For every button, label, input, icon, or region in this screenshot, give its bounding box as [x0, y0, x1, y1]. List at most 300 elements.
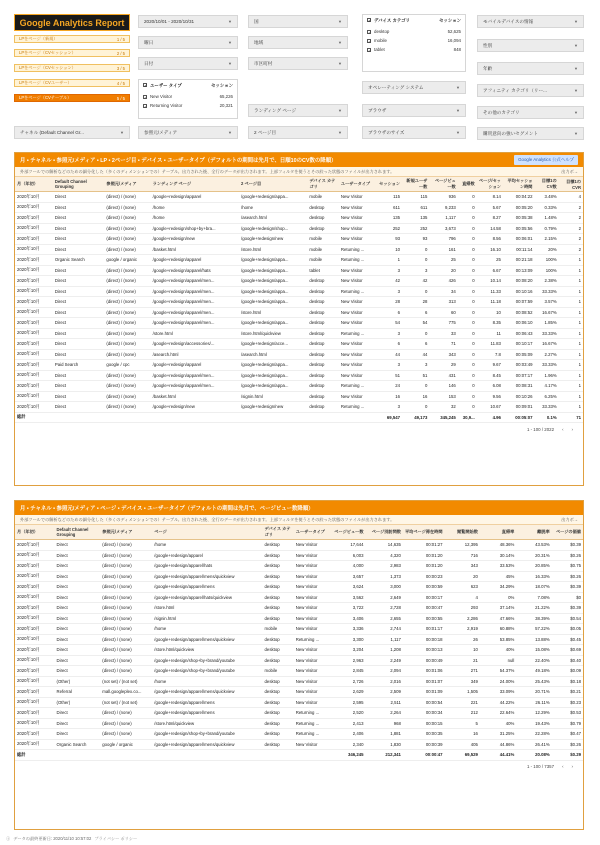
table-cell: desktop — [263, 739, 294, 750]
nav-label: LPをページ（CVユーザー） — [19, 80, 72, 85]
table-cell: desktop — [307, 381, 339, 392]
table-cell: 40% — [480, 718, 516, 729]
checkbox-icon[interactable]: ✓ — [144, 83, 148, 88]
table-cell: desktop — [263, 550, 294, 561]
table-cell: desktop — [307, 339, 339, 350]
user-type-metric: セッション — [211, 83, 233, 88]
table-cell: desktop — [263, 697, 294, 708]
table1-panel — [14, 152, 584, 486]
table-cell: 51 — [402, 370, 429, 381]
help-link-button[interactable]: Google Analytics 公式ヘルプ — [514, 155, 578, 165]
table-cell: 2,655 — [366, 613, 403, 624]
table-cell: $0.09 — [552, 666, 583, 677]
column-header[interactable]: 参照元/メディア — [100, 525, 152, 540]
table-cell: /google+redesign/apparel/mens/quickview — [152, 687, 262, 698]
table-cell: 2020年10月 — [15, 328, 53, 339]
table-cell: 25 — [477, 255, 503, 266]
checkbox-icon[interactable]: ✓ — [368, 47, 372, 53]
table-cell: New Visitor — [339, 307, 374, 318]
total-cell — [339, 412, 374, 423]
table-cell: New Visitor — [339, 276, 374, 287]
table-cell: 0.79% — [535, 223, 559, 234]
table-cell: (direct) / (none) — [100, 729, 152, 740]
table-cell: 28 — [374, 297, 402, 308]
table-cell: 3,406 — [328, 613, 365, 624]
table-cell: 0 — [458, 234, 477, 245]
table-cell: 10.14 — [477, 276, 503, 287]
table-cell: Direct — [55, 582, 101, 593]
table-cell: 19.43% — [516, 718, 551, 729]
table-cell: 6,003 — [328, 550, 365, 561]
table-cell: /google+redesign/apparel/mens — [152, 697, 262, 708]
column-header[interactable]: 目標1のCVR — [559, 177, 583, 192]
table-cell: Returning ... — [294, 729, 328, 740]
table-cell: (direct) / (none) — [104, 223, 150, 234]
table-cell: /google+redesign/new — [239, 234, 307, 245]
column-header[interactable]: ページ別訪問数 — [366, 525, 403, 540]
user-type-option[interactable] — [143, 92, 233, 101]
table-cell: 10 — [477, 307, 503, 318]
table-cell: New Visitor — [294, 645, 328, 656]
chevron-left-icon[interactable]: ‹ — [562, 426, 564, 432]
table-cell: 00:00:54 — [403, 697, 445, 708]
table-cell: desktop — [307, 328, 339, 339]
nav-label: LPをページ（CVセッション） — [19, 65, 76, 70]
table-cell: 22.64% — [480, 708, 516, 719]
channel-filter[interactable] — [14, 126, 130, 139]
table-cell: 3,562 — [328, 592, 365, 603]
table-cell: 0 — [458, 202, 477, 213]
table-cell: 2 — [559, 244, 583, 255]
table-cell: Returning ... — [294, 634, 328, 645]
table-cell: 6 — [374, 339, 402, 350]
nav-page-3-button[interactable] — [14, 64, 130, 72]
table-cell: 2020年10月 — [15, 655, 55, 666]
mobile-info-filter[interactable] — [477, 15, 584, 28]
table-cell: 00:00:34 — [403, 708, 445, 719]
table-cell: desktop — [263, 708, 294, 719]
table-cell: 2,983 — [366, 561, 403, 572]
table-cell: 00:00:13 — [403, 645, 445, 656]
day-filter[interactable] — [138, 57, 238, 70]
table-cell: google / cpc — [104, 360, 150, 371]
table-cell: 0 — [458, 276, 477, 287]
table-cell: 1 — [559, 255, 583, 266]
nav-page-5-button[interactable] — [14, 94, 130, 102]
column-header[interactable]: 平均ページ滞在時間 — [403, 525, 445, 540]
table-cell: 10 — [374, 244, 402, 255]
table-cell: desktop — [263, 645, 294, 656]
table-row — [15, 318, 583, 329]
table-cell: 2,744 — [366, 624, 403, 635]
chevron-right-icon[interactable]: › — [571, 764, 573, 769]
checkbox-icon[interactable]: ✓ — [368, 29, 372, 35]
table-cell: /google+redesign/apparel/men... — [151, 381, 239, 392]
table-cell: 00:00:35 — [403, 729, 445, 740]
checkbox-icon[interactable]: ✓ — [144, 94, 148, 100]
table-cell: 2020年10月 — [15, 645, 55, 656]
table-row — [15, 645, 583, 656]
table-cell: 2 — [559, 213, 583, 224]
table-cell: /google+redesign/new — [151, 234, 239, 245]
table-cell: /google+redesign/apparel/mens — [152, 708, 262, 719]
column-header[interactable]: 閲覧開始数 — [445, 525, 480, 540]
table2-header-row — [15, 525, 583, 540]
channel-filter-label: チャネル (Default Channel Gr... — [20, 129, 84, 135]
export-button[interactable]: 出力ボ→ — [561, 516, 578, 522]
table-cell: 10 — [445, 645, 480, 656]
table-cell: 0 — [402, 255, 429, 266]
gender-filter-label: 性別 — [483, 42, 493, 48]
table-cell: 968 — [366, 718, 403, 729]
column-header[interactable]: 目標1のCV数 — [535, 177, 559, 192]
user-type-option[interactable] — [143, 101, 233, 110]
second-page-filter-label: 2 ページ目 — [254, 129, 277, 135]
table-cell: Direct — [55, 613, 101, 624]
table-row — [15, 391, 583, 402]
table-cell: /google+redesign/appa... — [239, 318, 307, 329]
table-cell: /google+redesign/apparel — [152, 550, 262, 561]
total-cell: 71 — [559, 412, 583, 423]
column-header[interactable]: ページの価値 — [552, 525, 583, 540]
second-page-filter[interactable] — [248, 126, 348, 139]
chevron-right-icon[interactable]: › — [571, 426, 573, 432]
table-cell: 343 — [445, 561, 480, 572]
date-range-value: 2020/10/01 - 2020/10/31 — [144, 19, 195, 24]
table-cell: Direct — [53, 192, 105, 203]
table-cell: 2020年10月 — [15, 202, 53, 213]
table-cell: Direct — [53, 391, 105, 402]
table-cell: 26.11% — [516, 697, 551, 708]
option-value: 65,226 — [219, 94, 233, 99]
table-row — [15, 592, 583, 603]
table-cell: 2,413 — [328, 718, 365, 729]
table-cell: (not set) / (not set) — [100, 697, 152, 708]
total-cell: 20.08% — [516, 750, 551, 761]
table-cell: $0.40 — [552, 655, 583, 666]
table-cell: 2020年10月 — [15, 265, 53, 276]
chevron-left-icon[interactable]: ‹ — [562, 764, 564, 769]
table-cell: null — [480, 655, 516, 666]
table-cell: 16.67% — [535, 339, 559, 350]
table-cell: 2020年10月 — [15, 234, 53, 245]
table-cell: New Visitor — [339, 360, 374, 371]
table-cell: 00:00:47 — [403, 603, 445, 614]
table-cell: desktop — [307, 297, 339, 308]
os-filter[interactable] — [362, 81, 466, 94]
table-cell: /google+redesign/appa... — [239, 297, 307, 308]
checkbox-icon[interactable]: ✓ — [144, 103, 148, 109]
total-cell — [239, 412, 307, 423]
column-header[interactable]: ランディング ページ — [151, 177, 239, 192]
table-cell: 1,881 — [366, 729, 403, 740]
table-cell: 1 — [559, 349, 583, 360]
table-cell: 1 — [559, 318, 583, 329]
table-cell: 2020年10月 — [15, 603, 55, 614]
table-cell: Direct — [55, 603, 101, 614]
table-row — [15, 634, 583, 645]
table-cell: /store.html — [239, 307, 307, 318]
table-cell: (direct) / (none) — [100, 592, 152, 603]
landing-page-filter[interactable] — [248, 104, 348, 117]
table-cell: Returning ... — [339, 402, 374, 413]
table-cell: Returning ... — [339, 244, 374, 255]
city-filter-label: 市区町村 — [254, 60, 273, 66]
table-cell: /google+redesign/apparel/hats/quickview — [152, 592, 262, 603]
column-header[interactable]: セッション — [374, 177, 402, 192]
table-cell: (direct) / (none) — [104, 307, 150, 318]
table-cell: 3,300 — [328, 634, 365, 645]
nav-page-1-button[interactable] — [14, 35, 130, 43]
table-cell: 48.36% — [480, 540, 516, 551]
table-cell: New Visitor — [294, 582, 328, 593]
table-cell: 53.85% — [480, 634, 516, 645]
table-cell: 6.08 — [477, 381, 503, 392]
column-header[interactable]: デバイス カテゴリ — [307, 177, 339, 192]
total-cell — [100, 750, 152, 761]
table-cell: 16 — [374, 391, 402, 402]
column-header[interactable]: ページビュー数 — [429, 177, 457, 192]
table-row — [15, 223, 583, 234]
region-filter[interactable] — [248, 36, 348, 49]
total-cell: 総計 — [15, 750, 55, 761]
table-cell: 313 — [429, 297, 457, 308]
table-cell: 00:07:17 — [503, 370, 535, 381]
table-cell: 00:01:07 — [403, 676, 445, 687]
table-cell: 4,000 — [328, 561, 365, 572]
affinity-filter[interactable] — [477, 84, 584, 97]
table-cell: Direct — [53, 234, 105, 245]
table-cell: 8.27 — [477, 213, 503, 224]
nav-label: LPをページ（新規） — [19, 36, 58, 41]
table-cell: /google+redesign/appa... — [239, 370, 307, 381]
browser-filter[interactable] — [362, 104, 466, 117]
table-cell: 3.57% — [535, 297, 559, 308]
table-cell: New Visitor — [339, 391, 374, 402]
table-cell: /store.html/quickview — [152, 645, 262, 656]
table-cell: 2020年10月 — [15, 697, 55, 708]
column-header[interactable]: ユーザータイプ — [339, 177, 374, 192]
age-filter[interactable] — [477, 62, 584, 75]
table-cell: desktop — [263, 592, 294, 603]
chevron-down-icon: ▼ — [338, 40, 342, 45]
column-header[interactable]: 新規ユーザー数 — [402, 177, 429, 192]
table-row — [15, 328, 583, 339]
table-cell: (direct) / (none) — [100, 624, 152, 635]
table-cell: 16.10 — [477, 244, 503, 255]
table-cell: (direct) / (none) — [104, 192, 150, 203]
checkbox-icon[interactable]: ✓ — [368, 38, 372, 44]
table-cell: (direct) / (none) — [104, 402, 150, 413]
table-cell: Direct — [55, 666, 101, 677]
nav-page-4-button[interactable] — [14, 79, 130, 87]
column-header[interactable]: ユーザータイプ — [294, 525, 328, 540]
table-cell: 00:08:20 — [503, 276, 535, 287]
table-cell: /home — [151, 213, 239, 224]
table-cell: /google+redesign/new — [239, 402, 307, 413]
table-cell: 7.08% — [516, 592, 551, 603]
chevron-down-icon: ▼ — [338, 61, 342, 66]
table-cell: 6.25% — [535, 391, 559, 402]
table-cell: Direct — [53, 318, 105, 329]
table-cell: 2,286 — [445, 613, 480, 624]
browser-filter-label: ブラウザ — [368, 107, 387, 113]
checkbox-icon[interactable]: ✓ — [368, 18, 372, 23]
column-header[interactable]: 月（年初） — [15, 177, 53, 192]
table2-note — [15, 515, 583, 525]
table-cell: /google+redesign/apparel/mens/quickview — [152, 571, 262, 582]
footer — [6, 836, 137, 842]
table-cell: 00:05:09 — [503, 349, 535, 360]
table-cell: 0 — [458, 213, 477, 224]
table-cell: 100% — [535, 255, 559, 266]
table-cell: 2020年10月 — [15, 370, 53, 381]
table-row — [15, 234, 583, 245]
option-value: 20,321 — [219, 103, 233, 108]
table-cell: 25 — [429, 255, 457, 266]
column-header[interactable]: 参照元/メディア — [104, 177, 150, 192]
table-cell: 00:00:17 — [403, 592, 445, 603]
table-cell: /google+redesign/shop... — [239, 223, 307, 234]
table-cell: 10.67 — [477, 402, 503, 413]
total-cell: 49,173 — [402, 412, 429, 423]
table-cell: New Visitor — [339, 234, 374, 245]
option-value: 16,094 — [447, 38, 461, 43]
nav-page-2-button[interactable] — [14, 49, 130, 57]
table-cell: $0.39 — [552, 582, 583, 593]
device-option[interactable] — [367, 36, 461, 45]
table-cell: 2020年10月 — [15, 708, 55, 719]
total-cell: 30,9... — [458, 412, 477, 423]
table-cell: 20.31% — [516, 550, 551, 561]
column-header[interactable]: デバイス カテゴリ — [263, 525, 294, 540]
column-header[interactable]: 月（年初） — [15, 525, 55, 540]
table-cell: (direct) / (none) — [100, 540, 152, 551]
country-filter-label: 国 — [254, 18, 259, 24]
browser-size-filter[interactable] — [362, 126, 466, 139]
table-cell: 1,117 — [366, 634, 403, 645]
table-cell: Direct — [53, 276, 105, 287]
table2-panel — [14, 500, 584, 830]
privacy-link[interactable]: プライバシー ポリシー — [94, 836, 138, 841]
table-cell: Direct — [55, 708, 101, 719]
table-cell: 33.53% — [480, 561, 516, 572]
date-range-picker[interactable] — [138, 15, 238, 28]
other-category-filter[interactable] — [477, 106, 584, 119]
table2-totals-row — [15, 750, 583, 761]
total-cell: 44.41% — [480, 750, 516, 761]
table-cell: 20 — [429, 265, 457, 276]
table-cell: mobile — [263, 666, 294, 677]
table-cell: Returning ... — [339, 328, 374, 339]
table2-note-text: 外部ツールでの解析などのための細分化した（多くのディメンションでの）テーブル。出力された後、全行のデータが出力されます。上部フィルタを使うとその絞った状態のファイルが出力されます。 — [20, 516, 395, 522]
table-row — [15, 244, 583, 255]
column-header[interactable]: 直帰数 — [458, 177, 477, 192]
table-cell: 60.88% — [480, 624, 516, 635]
table-cell: desktop — [263, 603, 294, 614]
column-header[interactable]: 平均セッション時間 — [503, 177, 535, 192]
table-cell: /google+redesign/apparel/mens/quickview — [152, 634, 262, 645]
table-cell: 54 — [402, 318, 429, 329]
table-cell: 115 — [374, 192, 402, 203]
table-cell: 00:10:16 — [503, 286, 535, 297]
column-header[interactable]: Default Channel Grouping — [55, 525, 101, 540]
table-cell: Direct — [55, 634, 101, 645]
table-cell: 44 — [374, 349, 402, 360]
city-filter[interactable] — [248, 57, 348, 70]
country-filter[interactable] — [248, 15, 348, 28]
column-header[interactable]: 2 ページ目 — [239, 177, 307, 192]
table-cell: 18.07% — [516, 582, 551, 593]
table-cell: 2,845 — [328, 666, 365, 677]
table-cell: /google+redesign/appa... — [239, 255, 307, 266]
table-cell: 51 — [374, 370, 402, 381]
table-cell: 2020年10月 — [15, 739, 55, 750]
column-header[interactable]: 離脱率 — [516, 525, 551, 540]
device-option[interactable] — [367, 45, 461, 54]
medium-filter[interactable] — [138, 126, 238, 139]
table-cell: 0 — [458, 318, 477, 329]
table-cell: desktop — [263, 729, 294, 740]
table-cell: (direct) / (none) — [104, 381, 150, 392]
chevron-down-icon: ▼ — [338, 108, 342, 113]
column-header[interactable]: ページビュー数 — [328, 525, 365, 540]
gender-filter[interactable] — [477, 39, 584, 52]
column-header[interactable]: ページ/セッション — [477, 177, 503, 192]
column-header[interactable]: ページ — [152, 525, 262, 540]
table-cell: 2.38% — [535, 276, 559, 287]
table-cell: 13.88% — [516, 634, 551, 645]
weekday-filter[interactable] — [138, 36, 238, 49]
table-cell: 611 — [374, 202, 402, 213]
table-row — [15, 307, 583, 318]
table-cell: New Visitor — [294, 571, 328, 582]
table-cell: 2020年10月 — [15, 339, 53, 350]
table-cell: /store.html/quickview — [152, 718, 262, 729]
table1 — [15, 177, 583, 423]
table-cell: 2020年10月 — [15, 676, 55, 687]
pager-range: 1 - 100 / 2022 — [526, 426, 555, 432]
table-cell: 3,624 — [328, 582, 365, 593]
table-cell: /google+redesign/appa... — [239, 276, 307, 287]
table-cell: New Visitor — [339, 339, 374, 350]
export-button[interactable]: 出力ボ→ — [561, 168, 578, 174]
table-cell: 2020年10月 — [15, 729, 55, 740]
table-cell: (Other) — [55, 697, 101, 708]
table-cell: 2020年10月 — [15, 349, 53, 360]
table-cell: 57.22% — [516, 624, 551, 635]
table-cell: /signin.html — [152, 613, 262, 624]
table-cell: (direct) / (none) — [100, 708, 152, 719]
table-cell: (direct) / (none) — [100, 645, 152, 656]
table-row — [15, 202, 583, 213]
column-header[interactable]: 直帰率 — [480, 525, 516, 540]
table-cell: 1 — [559, 339, 583, 350]
table-cell: desktop — [307, 402, 339, 413]
table-cell: 135 — [374, 213, 402, 224]
table-cell: New Visitor — [294, 687, 328, 698]
table-cell: /google+redesign/shop+by+brand/youtube — [152, 729, 262, 740]
device-metric: セッション — [439, 18, 461, 23]
table-cell: 3.48% — [535, 192, 559, 203]
device-option[interactable] — [367, 27, 461, 36]
table2-header — [15, 501, 583, 515]
table-cell: 293 — [445, 603, 480, 614]
table-cell: Paid Search — [53, 360, 105, 371]
column-header[interactable]: Default Channel Grouping — [53, 177, 105, 192]
segment-filter[interactable] — [477, 127, 584, 140]
table-row — [15, 550, 583, 561]
